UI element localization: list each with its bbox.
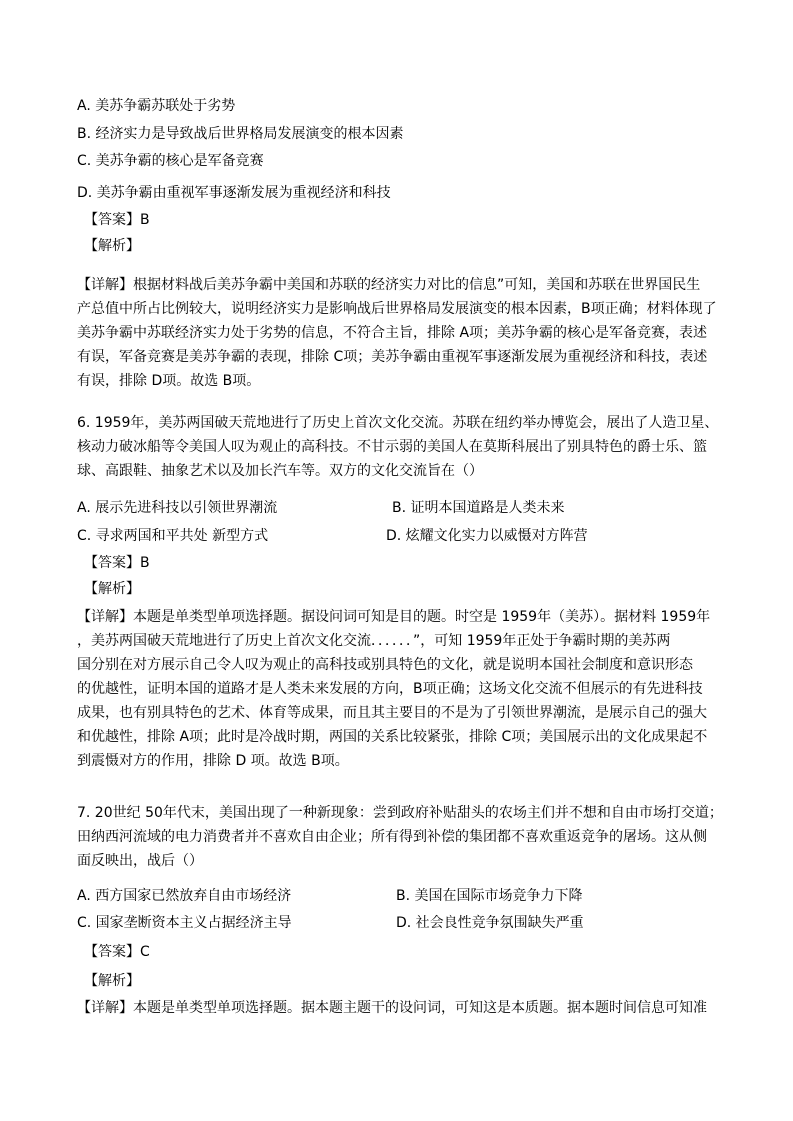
q7-option-d: D. 社会良性竞争氛围缺失严重 <box>396 915 584 931</box>
q7-stem-line: 面反映出，战后（） <box>77 853 203 869</box>
q5-answer: 【答案】B <box>84 212 150 228</box>
q7-option-c: C. 国家垄断资本主义占据经济主导 <box>77 915 292 931</box>
q6-detail-line: 国分别在对方展示自己令人叹为观止的高科技或别具特色的文化，就是说明本国社会制度和意识形态 <box>77 657 693 673</box>
q7-stem-line: 田纳西河流域的电力消费者并不喜欢自由企业；所有得到补偿的集团都不喜欢重返竞争的屠场。这从侧 <box>77 829 707 845</box>
q5-option-a: A. 美苏争霸苏联处于劣势 <box>77 98 236 114</box>
q6-stem-line: 6. 1959年，美苏两国破天荒地进行了历史上首次文化交流。苏联在纽约举办博览会，展出了人造卫星、 <box>77 415 719 431</box>
q6-option-c: C. 寻求两国和平共处 新型方式 <box>77 528 269 544</box>
q6-detail-line: 【详解】本题是单类型单项选择题。据设问词可知是目的题。时空是 1959年（美苏）。据材料 1959年 <box>77 609 711 625</box>
q6-detail-line: 和优越性，排除 A项；此时是冷战时期，两国的关系比较紧张，排除 C项；美国展示出的文化成果起不 <box>77 729 708 745</box>
q6-detail <box>77 605 717 773</box>
q6-detail-line: 成果，也有别具特色的艺术、体育等成果，而且其主要目的不是为了引领世界潮流，是展示自己的强大 <box>77 705 707 721</box>
q7-detail-line: 【详解】本题是单类型单项选择题。据本题主题干的设问词，可知这是本质题。据本题时间信息可知准 <box>77 1000 707 1016</box>
q6-answer: 【答案】B <box>84 555 150 571</box>
q6-stem-line: 核动力破冰船等令美国人叹为观止的高科技。不甘示弱的美国人在莫斯科展出了别具特色的爵士乐、篮 <box>77 439 707 455</box>
q6-option-a: A. 展示先进科技以引领世界潮流 <box>77 500 278 516</box>
q5-option-c: C. 美苏争霸的核心是军备竞赛 <box>77 153 264 169</box>
q5-option-d: D. 美苏争霸由重视军事逐渐发展为重视经济和科技 <box>77 185 391 201</box>
q7-option-a: A. 西方国家已然放弃自由市场经济 <box>77 888 292 904</box>
q7-detail <box>77 996 717 1020</box>
q5-detail-line: 有误，军备竞赛是美苏争霸的表现，排除 C项；美苏争霸由重视军事逐渐发展为重视经济和科技，表述 <box>77 349 708 365</box>
q6-stem-line: 球、高跟鞋、抽象艺术以及加长汽车等。双方的文化交流旨在（） <box>77 463 483 479</box>
q5-detail <box>77 273 717 393</box>
q6-detail-line: ，美苏两国破天荒地进行了历史上首次文化交流．．．．．．”，可知 1959年正处于争霸时期的美苏两 <box>77 633 671 649</box>
q6-detail-line: 的优越性，证明本国的道路才是人类未来发展的方向，B项正确；这场文化交流不但展示的有先进科技 <box>77 681 703 697</box>
q6-analysis-label: 【解析】 <box>84 581 140 597</box>
q6-option-d: D. 炫耀文化实力以威慑对方阵营 <box>386 528 588 544</box>
q7-stem <box>77 801 723 873</box>
q5-option-b: B. 经济实力是导致战后世界格局发展演变的根本因素 <box>77 126 404 142</box>
q6-detail-line: 到震慑对方的作用，排除 D 项。故选 B项。 <box>77 753 349 769</box>
q7-option-b: B. 美国在国际市场竞争力下降 <box>396 888 583 904</box>
q6-option-b: B. 证明本国道路是人类未来 <box>392 500 565 516</box>
q6-stem <box>77 411 717 483</box>
q5-detail-line: 美苏争霸中苏联经济实力处于劣势的信息，不符合主旨，排除 A项；美苏争霸的核心是军备竞赛，表述 <box>77 325 708 341</box>
q7-stem-line: 7. 20世纪 50年代末，美国出现了一种新现象：尝到政府补贴甜头的农场主们并不想和自由市场打交道； <box>77 805 723 821</box>
q7-answer: 【答案】C <box>84 944 150 960</box>
q5-detail-line: 有误，排除 D项。故选 B项。 <box>77 373 261 389</box>
q7-analysis-label: 【解析】 <box>84 973 140 989</box>
q5-detail-line: 产总值中所占比例较大，说明经济实力是影响战后世界格局发展演变的根本因素，B项正确；材料体现了 <box>77 301 717 317</box>
q5-detail-line: 【详解】根据材料战后美苏争霸中美国和苏联的经济实力对比的信息”可知，美国和苏联在世界国民生 <box>77 277 701 293</box>
q5-analysis-label: 【解析】 <box>84 238 140 254</box>
